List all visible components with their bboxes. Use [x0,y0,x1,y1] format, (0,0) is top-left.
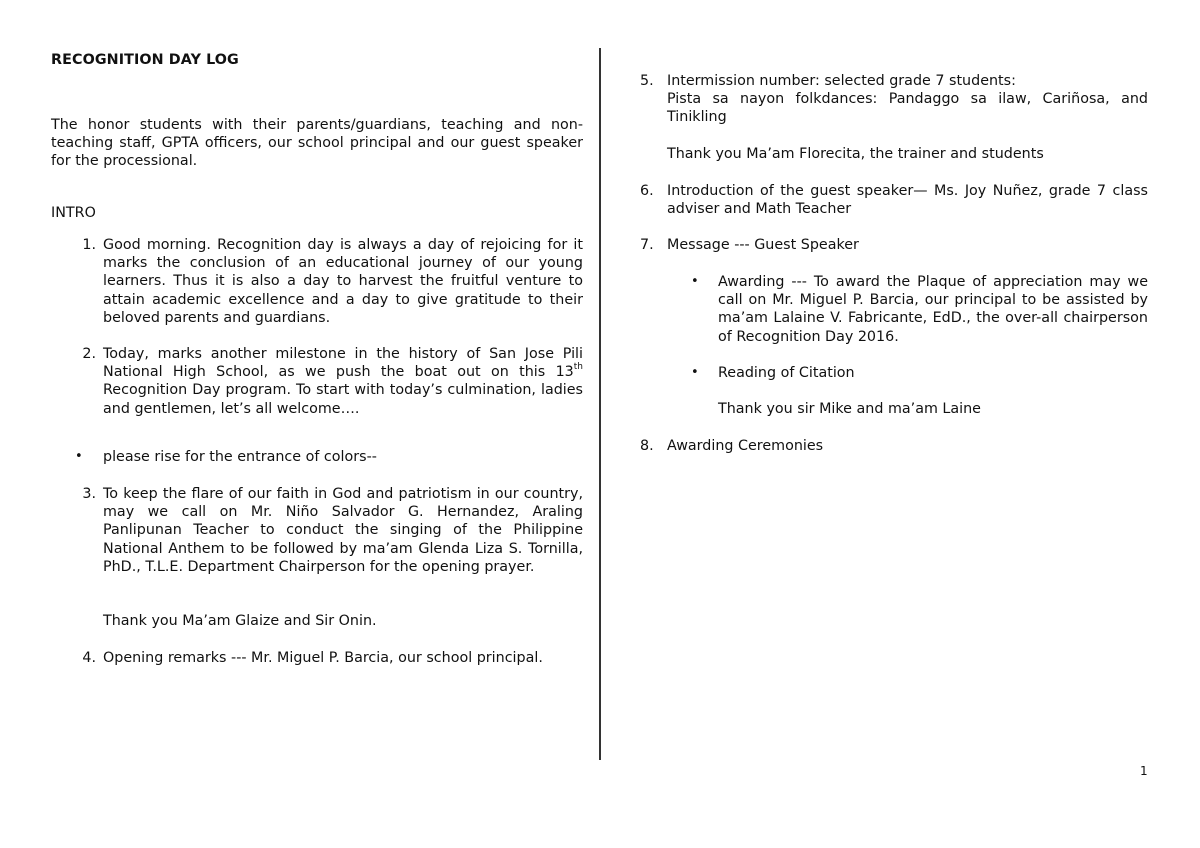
list-item-text: Introduction of the guest speaker— Ms. Joy Nuñez, grade 7 class adviser and Math Teacher [667,183,1148,218]
list-item-text: Message --- Guest Speaker [667,237,859,253]
thanks-line-glaize: Thank you Ma’am Glaize and Sir Onin. [103,613,377,629]
ordinal-suffix: th [573,362,583,373]
list-item-text: Awarding Ceremonies [667,438,824,454]
list-number: 2. [82,346,96,362]
list-number: 4. [82,650,96,666]
intro-heading: INTRO [51,205,96,221]
column-divider [599,48,601,760]
list-number: 6. [640,183,654,199]
list-item-text: Good morning. Recognition day is always a day of rejoicing for it marks the conclusion of an educational journey of our young learners. Thus it is also a day to harvest the fruitful venture to attain academic excellence and a day to give gratitude to their beloved parents and guardians. [103,237,583,326]
list-item-text: Intermission number: selected grade 7 students: [667,73,1016,89]
document-title: RECOGNITION DAY LOG [51,52,239,68]
processional-paragraph: The honor students with their parents/guardians, teaching and non-teaching staff, GPTA officers, our school principal and our guest speaker for the processional. [51,117,583,170]
bullet-icon: • [75,449,83,464]
list-item-text: Opening remarks --- Mr. Miguel P. Barcia, our school principal. [103,650,543,666]
list-number: 8. [640,438,654,454]
thanks-line-mike-laine: Thank you sir Mike and ma’am Laine [718,401,981,417]
list-item-text: Today, marks another milestone in the history of San Jose Pili National High School, as we push the boat out on this 13th Recognition Day program. To start with today’s culmination, ladies and gentlemen, let’s all welcome…. [103,346,583,417]
folkdance-line: Pista sa nayon folkdances: Pandaggo sa ilaw, Cariñosa, and Tinikling [667,91,1148,126]
list-number: 5. [640,73,654,89]
list-number: 3. [82,486,96,502]
bullet-icon: • [691,365,699,380]
bullet-text: Awarding --- To award the Plaque of appreciation may we call on Mr. Miguel P. Barcia, our principal to be assisted by ma’am Lalaine V. Fabricante, EdD., the over-all chairperson of Recognition Day 2016. [718,274,1148,345]
thanks-line-florecita: Thank you Ma’am Florecita, the trainer and students [667,146,1044,162]
page-number: 1 [1140,764,1148,778]
list-number: 1. [82,237,96,253]
bullet-text: please rise for the entrance of colors-- [103,449,377,465]
list-item-text: To keep the flare of our faith in God and patriotism in our country, may we call on Mr. Niño Salvador G. Hernandez, Araling Panlipunan Teacher to conduct the singing of the Philippine National Anthem to be followed by ma’am Glenda Liza S. Tornilla, PhD., T.L.E. Department Chairperson for the opening prayer. [103,486,583,575]
list-number: 7. [640,237,654,253]
bullet-text: Reading of Citation [718,365,855,381]
bullet-icon: • [691,274,699,289]
